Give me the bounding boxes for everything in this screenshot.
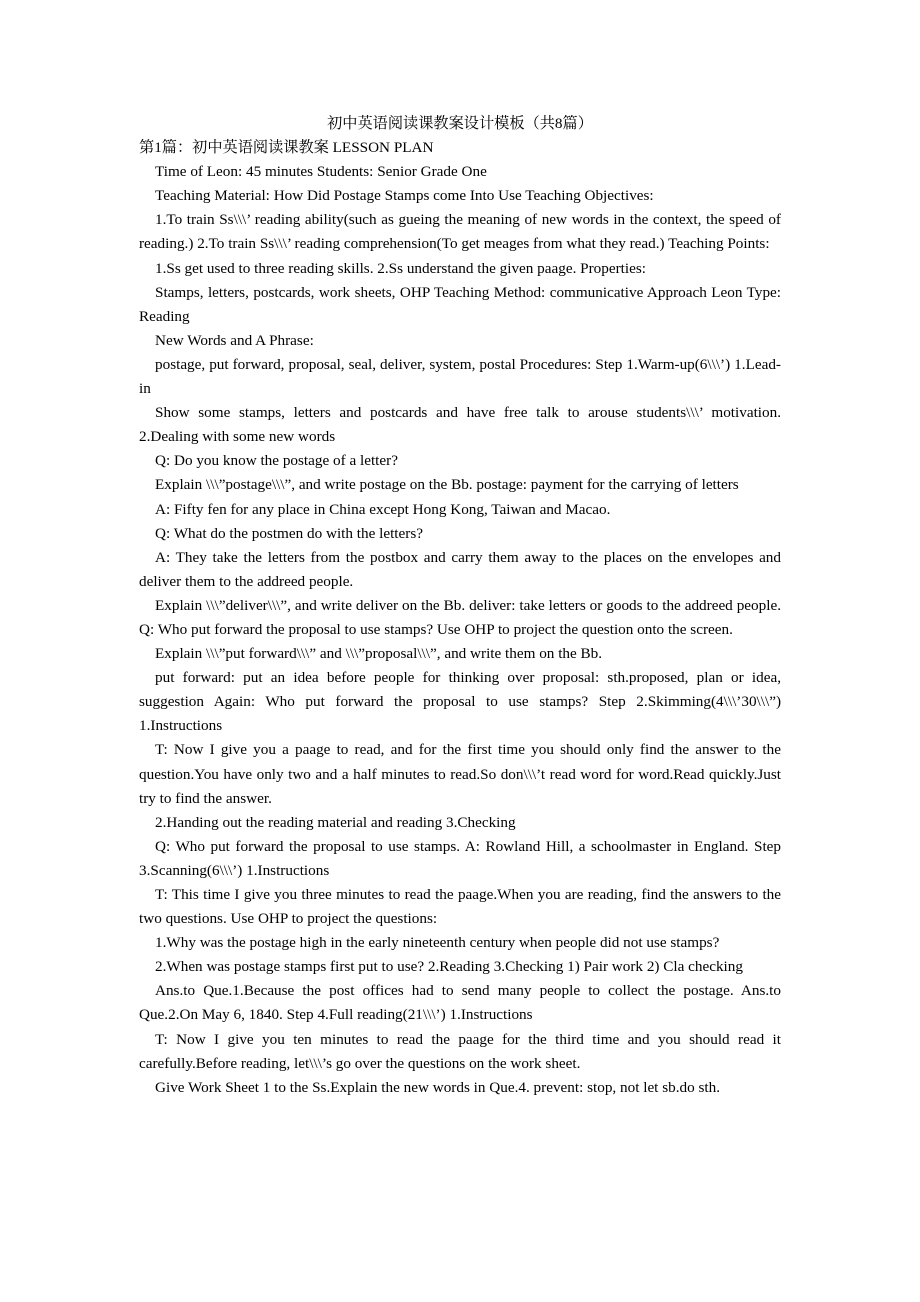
section-heading: 第1篇：初中英语阅读课教案 LESSON PLAN bbox=[139, 139, 434, 157]
document-title: 初中英语阅读课教案设计模板（共8篇） bbox=[327, 115, 593, 132]
paragraph: Give Work Sheet 1 to the Ss.Explain the new words in Que.4. prevent: stop, not let sb.do sth. bbox=[155, 1078, 721, 1096]
paragraph: Q: Who put forward the proposal to use stamps. A: Rowland Hill, a schoolmaster in England. Step 3.Scanning(6\\\’) 1.Instructions bbox=[139, 837, 781, 879]
paragraph: 1.Ss get used to three reading skills. 2.Ss understand the given paage. Properties: bbox=[155, 259, 646, 277]
paragraph: Explain \\\”postage\\\”, and write postage on the Bb. postage: payment for the carrying of letters bbox=[155, 476, 739, 494]
paragraph: Teaching Material: How Did Postage Stamps come Into Use Teaching Objectives: bbox=[155, 187, 654, 205]
paragraph: Q: Do you know the postage of a letter? bbox=[155, 452, 398, 470]
paragraph: 1.Why was the postage high in the early nineteenth century when people did not use stamps? bbox=[155, 934, 720, 952]
paragraph: Show some stamps, letters and postcards and have free talk to arouse students\\\’ motivation. 2.Dealing with some new words bbox=[139, 404, 781, 446]
paragraph: New Words and A Phrase: bbox=[155, 331, 314, 349]
paragraph: Time of Leon: 45 minutes Students: Senior Grade One bbox=[155, 163, 487, 181]
paragraph: Explain \\\”put forward\\\” and \\\”proposal\\\”, and write them on the Bb. bbox=[155, 645, 603, 663]
document-page bbox=[139, 112, 781, 1100]
paragraph: Ans.to Que.1.Because the post offices had to send many people to collect the postage. Ans.to Que.2.On May 6, 1840. Step 4.Full reading(21\\\’) 1.Instructions bbox=[139, 982, 781, 1024]
paragraph: 1.To train Ss\\\’ reading ability(such as gueing the meaning of new words in the context, the speed of reading.) 2.To train Ss\\\’ reading comprehension(To get meages from what they read.) Teaching Points: bbox=[139, 211, 781, 253]
paragraph: A: They take the letters from the postbox and carry them away to the places on the envelopes and deliver them to the addreed people. bbox=[139, 548, 781, 590]
paragraph: 2.Handing out the reading material and reading 3.Checking bbox=[155, 813, 516, 831]
paragraph: T: Now I give you a paage to read, and for the first time you should only find the answer to the question.You have only two and a half minutes to read.So don\\\’t read word for word.Read quickly.Just try to find the answer. bbox=[139, 741, 781, 807]
paragraph: A: Fifty fen for any place in China except Hong Kong, Taiwan and Macao. bbox=[155, 500, 611, 518]
paragraph: Q: What do the postmen do with the letters? bbox=[155, 524, 423, 542]
paragraph: Stamps, letters, postcards, work sheets, OHP Teaching Method: communicative Approach Leon Type: Reading bbox=[139, 283, 781, 325]
paragraph: T: Now I give you ten minutes to read the paage for the third time and you should read it carefully.Before reading, let\\\’s go over the questions on the work sheet. bbox=[139, 1030, 781, 1072]
paragraph: Explain \\\”deliver\\\”, and write deliver on the Bb. deliver: take letters or goods to the addreed people. Q: Who put forward the proposal to use stamps? Use OHP to project the question onto the screen. bbox=[139, 596, 781, 638]
paragraph: put forward: put an idea before people for thinking over proposal: sth.proposed, plan or idea, suggestion Again: Who put forward the proposal to use stamps? Step 2.Skimming(4\\\’30\\\”) 1.Instructions bbox=[139, 669, 781, 735]
paragraph: T: This time I give you three minutes to read the paage.When you are reading, find the answers to the two questions. Use OHP to project the questions: bbox=[139, 886, 781, 928]
paragraph: postage, put forward, proposal, seal, deliver, system, postal Procedures: Step 1.Warm-up(6\\\’) 1.Lead-in bbox=[139, 355, 781, 398]
paragraph: 2.When was postage stamps first put to use? 2.Reading 3.Checking 1) Pair work 2) Cla checking bbox=[155, 958, 743, 976]
